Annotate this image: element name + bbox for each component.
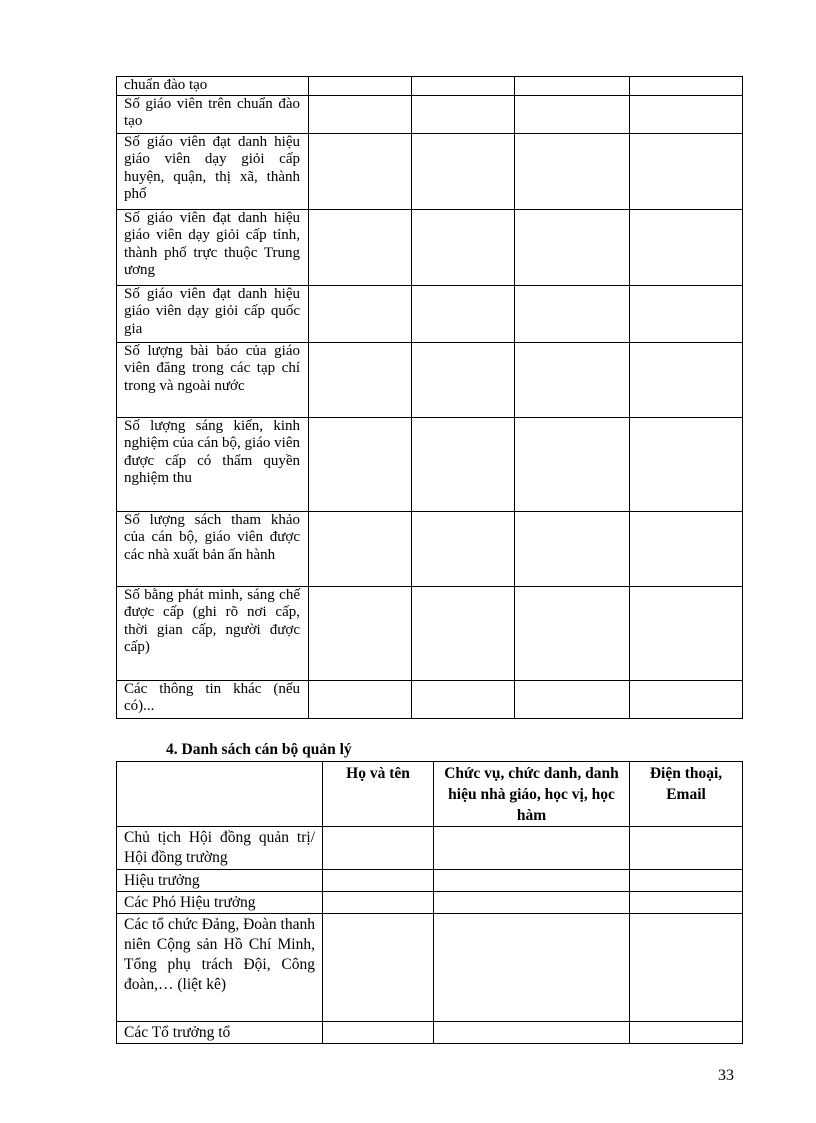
table-cell: [309, 77, 412, 96]
table-cell: [323, 870, 434, 892]
table-cell: [434, 1022, 630, 1044]
table-cell: [412, 586, 515, 680]
header-cell-contact: Điện thoại, Email: [630, 762, 743, 827]
table-cell: [630, 827, 743, 870]
row-label: Các thông tin khác (nếu có)...: [117, 680, 309, 718]
row-label: Các Tổ trưởng tổ: [117, 1022, 323, 1044]
table-cell: [309, 342, 412, 417]
table-row: [117, 133, 743, 209]
table-row: [117, 870, 743, 892]
table-row: [117, 342, 743, 417]
table-cell: [309, 511, 412, 586]
row-label: Số giáo viên đạt danh hiệu giáo viên dạy giỏi cấp huyện, quận, thị xã, thành phố: [117, 133, 309, 209]
table-row: [117, 95, 743, 133]
table-cell: [309, 95, 412, 133]
table-cell: [412, 77, 515, 96]
table-cell: [515, 209, 630, 285]
table-row: [117, 680, 743, 718]
table-cell: [630, 77, 743, 96]
row-label: Số giáo viên đạt danh hiệu giáo viên dạy giỏi cấp quốc gia: [117, 285, 309, 342]
table-cell: [434, 870, 630, 892]
table-cell: [515, 342, 630, 417]
table-cell: [630, 209, 743, 285]
table-cell: [323, 827, 434, 870]
table-cell: [515, 95, 630, 133]
row-label: Số giáo viên trên chuẩn đào tạo: [117, 95, 309, 133]
table-cell: [309, 586, 412, 680]
section-title: 4. Danh sách cán bộ quản lý: [166, 741, 352, 758]
table-cell: [434, 914, 630, 1022]
table-row: [117, 77, 743, 96]
table-cell: [515, 133, 630, 209]
table-cell: [309, 417, 412, 511]
management-staff-table: [116, 761, 743, 1044]
table-cell: [630, 342, 743, 417]
table-cell: [309, 285, 412, 342]
table-cell: [515, 77, 630, 96]
table-cell: [412, 285, 515, 342]
table-row: [117, 417, 743, 511]
header-cell-position: Chức vụ, chức danh, danh hiệu nhà giáo, học vị, học hàm: [434, 762, 630, 827]
table-cell: [630, 133, 743, 209]
row-label: Các tổ chức Đảng, Đoàn thanh niên Cộng sản Hồ Chí Minh, Tổng phụ trách Đội, Công đoàn,… (liệt kê): [117, 914, 323, 1022]
table-cell: [323, 1022, 434, 1044]
table-cell: [412, 680, 515, 718]
table-cell: [630, 680, 743, 718]
table-cell: [309, 680, 412, 718]
table-cell: [412, 209, 515, 285]
table-cell: [515, 586, 630, 680]
table-row: [117, 586, 743, 680]
table-row: [117, 892, 743, 914]
table-cell: [309, 133, 412, 209]
table-cell: [309, 209, 412, 285]
table-cell: [434, 892, 630, 914]
table-cell: [630, 511, 743, 586]
table-cell: [630, 417, 743, 511]
table-cell: [630, 1022, 743, 1044]
table-cell: [630, 586, 743, 680]
table-cell: [412, 342, 515, 417]
row-label: Hiệu trưởng: [117, 870, 323, 892]
table-cell: [515, 417, 630, 511]
table-cell: [630, 870, 743, 892]
table-cell: [630, 285, 743, 342]
table-row: [117, 914, 743, 1022]
row-label: Số bằng phát minh, sáng chế được cấp (ghi rõ nơi cấp, thời gian cấp, người được cấp): [117, 586, 309, 680]
row-label: chuẩn đào tạo: [117, 77, 309, 96]
header-cell-empty: [117, 762, 323, 827]
row-label: Số lượng sáng kiến, kinh nghiệm của cán bộ, giáo viên được cấp có thẩm quyền nghiệm thu: [117, 417, 309, 511]
table-cell: [515, 511, 630, 586]
table-cell: [515, 285, 630, 342]
row-label: Số giáo viên đạt danh hiệu giáo viên dạy giỏi cấp tỉnh, thành phố trực thuộc Trung ương: [117, 209, 309, 285]
header-row: [117, 762, 743, 827]
table-cell: [323, 892, 434, 914]
table-row: [117, 511, 743, 586]
table-cell: [323, 914, 434, 1022]
table-cell: [412, 511, 515, 586]
table-cell: [630, 914, 743, 1022]
table-cell: [630, 892, 743, 914]
table-cell: [412, 95, 515, 133]
table-cell: [412, 417, 515, 511]
table-cell: [630, 95, 743, 133]
table-row: [117, 285, 743, 342]
table-cell: [434, 827, 630, 870]
row-label: Số lượng sách tham khảo của cán bộ, giáo viên được các nhà xuất bản ấn hành: [117, 511, 309, 586]
row-label: Số lượng bài báo của giáo viên đăng trong các tạp chí trong và ngoài nước: [117, 342, 309, 417]
row-label: Các Phó Hiệu trưởng: [117, 892, 323, 914]
teacher-statistics-table: [116, 76, 743, 719]
row-label: Chủ tịch Hội đồng quản trị/ Hội đồng trường: [117, 827, 323, 870]
page-number: 33: [718, 1067, 734, 1084]
table-row: [117, 209, 743, 285]
table-cell: [515, 680, 630, 718]
table-row: [117, 827, 743, 870]
header-cell-name: Họ và tên: [323, 762, 434, 827]
table-row: [117, 1022, 743, 1044]
table-cell: [412, 133, 515, 209]
